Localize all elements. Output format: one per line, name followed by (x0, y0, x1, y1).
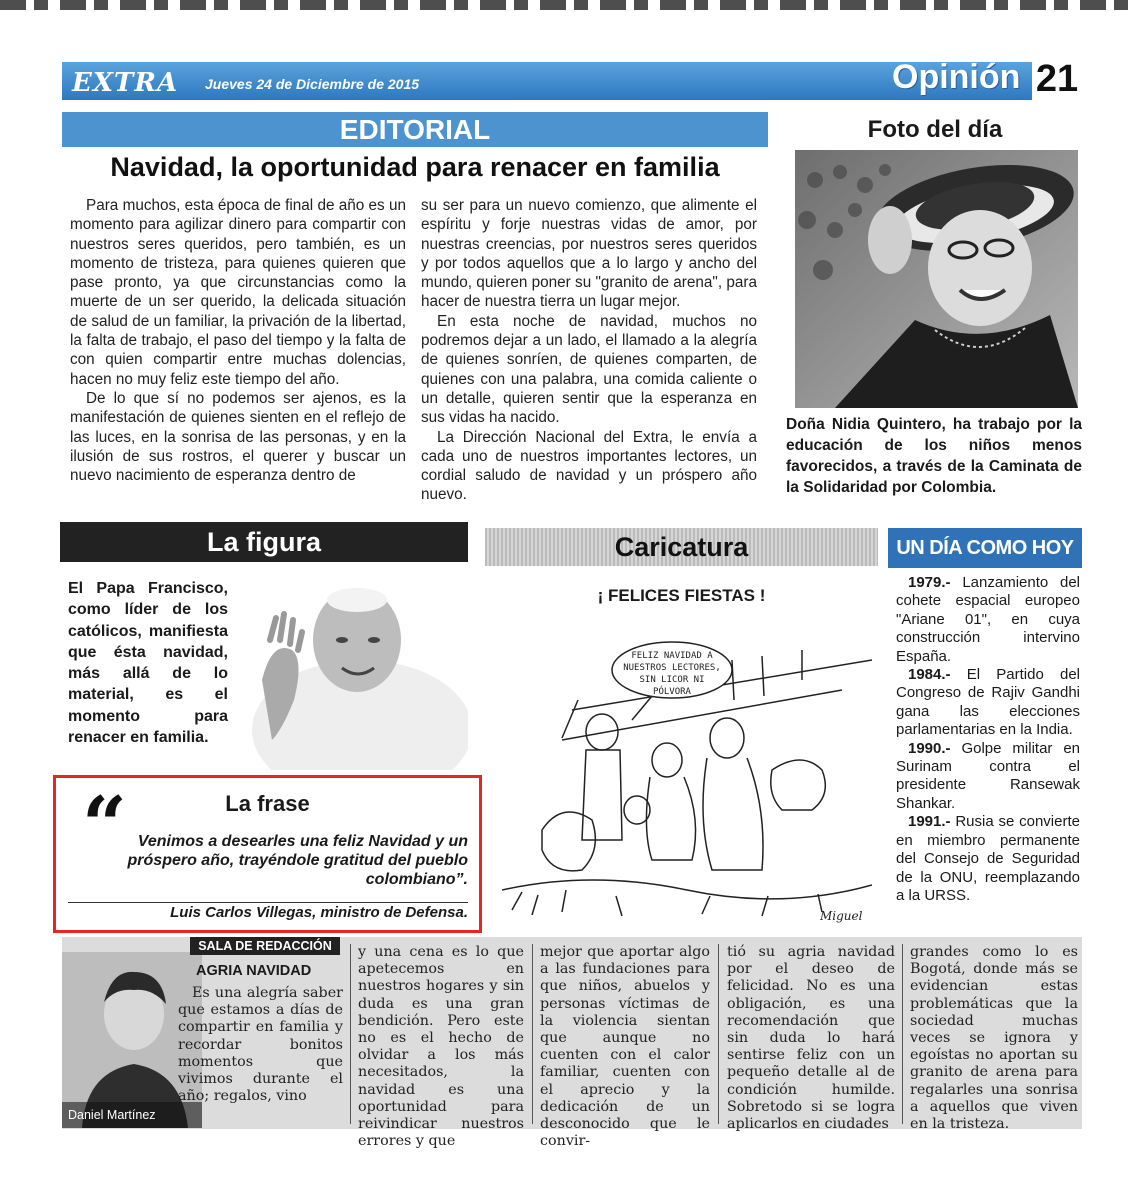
cartoon-signature: Miguel (820, 909, 863, 923)
editorial-column-1 (70, 196, 406, 485)
section-name: Opinión (892, 58, 1021, 96)
sala-de-redaccion-tag: SALA DE REDACCIÓN (190, 937, 340, 955)
pope-waving-image (232, 570, 468, 770)
foto-del-dia-label: Foto del día (867, 116, 1003, 143)
efemeride-item (896, 666, 1080, 740)
quote-mark-icon: “ (82, 780, 127, 871)
la-figura-text: El Papa Francisco, como líder de los católicos, manifiesta que ésta navidad, más allá de lo material, es el momento para renacer en familia. (68, 580, 228, 747)
la-frase-divider (68, 902, 468, 903)
column-text-5 (910, 944, 1078, 1133)
column-divider (532, 944, 533, 1124)
cartoon-bubble-line: SIN LICOR NI (639, 675, 705, 685)
column-paragraph: Es una alegría saber que estamos a días de compartir en familia y recordar bonitos momentos que vivimos durante el año; regalos, vino (178, 985, 343, 1105)
cartoon-bubble-line: NUESTROS LECTORES, (623, 663, 721, 673)
author-name: Daniel Martínez (68, 1108, 156, 1122)
caricatura-drawing (502, 620, 872, 930)
editorial-label: EDITORIAL (339, 114, 491, 145)
efemeride-year: 1991.- (908, 813, 951, 831)
column-paragraph: mejor que aportar algo a las fundaciones para que niños, abuelos y personas víctimas de la violencia sientan que aunque no cuenten con el calor familiar, cuenten con el aprecio y la dedicación de un desconocido que le convir- (540, 944, 710, 1150)
efemeride-text: Lanzamiento del cohete espacial europeo "Ariane 01", en cuya construcción intervino España. (896, 574, 1081, 665)
column-text-4 (727, 944, 895, 1133)
efemeride-year: 1990.- (908, 739, 951, 757)
la-frase-label: La frase (225, 791, 310, 816)
column-paragraph: tió su agria navidad por el deseo de felicidad. No es una obligación, es una recomendación que sin duda lo hará sentirse feliz con un pequeño detalle al de condición humilde. Sobretodo si se logra aplicarlos en ciudades (727, 944, 895, 1133)
efemeride-item (896, 740, 1080, 814)
cartoon-bubble-line: FELIZ NAVIDAD A (631, 651, 713, 661)
efemeride-year: 1984.- (908, 666, 951, 684)
column-divider (350, 944, 351, 1124)
efemeride-text: El Partido del Congreso de Rajiv Gandhi gana las elecciones parlamentarias en la India. (896, 666, 1081, 739)
la-frase-author: Luis Carlos Villegas, ministro de Defensa. (170, 904, 468, 921)
editorial-paragraph: Para muchos, esta época de final de año es un momento para agilizar dinero para compartir con nuestros seres queridos, pero también, es un momento de tristeza, para quienes quieren que pase pronto, ya que circunstancias como la muerte de un ser querido, la delicada situación de salud de un familiar, la privación de la libertad, la falta de trabajo, el paso del tiempo y la falta de con quien compartir entre muchas dolencias, hacen no muy feliz este tiempo del año. (70, 197, 406, 388)
woman-with-hat-image (795, 150, 1078, 408)
column-title: AGRIA NAVIDAD (196, 963, 312, 979)
column-text-2 (358, 944, 524, 1150)
editorial-column-2 (421, 196, 757, 505)
foto-del-dia-photo (795, 150, 1078, 408)
newspaper-logo: EXTRA (72, 68, 179, 98)
cartoon-bubble-line: PÓLVORA (653, 687, 691, 697)
editorial-paragraph: su ser para un nuevo comienzo, que alimente el espíritu y forje nuestras vidas de amor, por nuestras creencias, por nuestros seres queridos y por todos aquellos que a lo largo y ancho del mundo, quieren poner su "granito de arena", para hacer de nuestra tierra un lugar mejor. (421, 197, 757, 311)
caricatura-label: Caricatura (614, 532, 749, 562)
editorial-paragraph: De lo que sí no podemos ser ajenos, es la manifestación de quienes sienten en el reflejo de las luces, en la sonrisa de las personas, y en la ilusión de sus rostros, el querer y buscar un nuevo nacimiento de esperanza dentro de (70, 389, 406, 485)
efemeride-text: Rusia se convierte en miembro permanente del Consejo de Seguridad de la ONU, reemplazando a la URSS. (896, 813, 1080, 904)
la-figura-photo (232, 570, 468, 770)
editorial-headline: Navidad, la oportunidad para renacer en familia (110, 152, 720, 182)
editorial-paragraph: La Dirección Nacional del Extra, le envía a cada uno de nuestros importantes lectores, un cordial saludo de navidad y un próspero año nuevo. (421, 428, 757, 504)
la-frase-quote: Venimos a desearles una feliz Navidad y un próspero año, trayéndole gratitud del pueblo colombiano”. (127, 833, 468, 888)
efemeride-text: Golpe militar en Surinam contra el presidente Ransewak Shankar. (896, 739, 1081, 812)
caricatura-subtitle: ¡ FELICES FIESTAS ! (597, 586, 766, 605)
un-dia-como-hoy-list (896, 574, 1080, 905)
efemeride-year: 1979.- (908, 574, 951, 591)
column-text-3 (540, 944, 710, 1150)
efemeride-item (896, 813, 1080, 905)
la-figura-label: La figura (206, 527, 321, 557)
editorial-paragraph: En esta noche de navidad, muchos no podremos dejar a un lado, el llamado a la alegría de quienes sonríen, de quienes comparten, de quienes con una palabra, una comida caliente o un detalle, quieren sentir que la esperanza en sus vidas ha nacido. (421, 312, 757, 427)
un-dia-como-hoy-label: UN DÍA COMO HOY (896, 537, 1074, 559)
column-divider (902, 944, 903, 1124)
issue-date: Jueves 24 de Diciembre de 2015 (205, 76, 420, 92)
column-divider (718, 944, 719, 1124)
nativity-cartoon-image (502, 620, 872, 930)
print-edge-strip (0, 0, 1134, 10)
column-paragraph: y una cena es lo que apetecemos en nuestros hogares y sin duda es una gran bendición. Pero este no es el hecho de olvidar a los más necesitados, la navidad es una oportunidad para reivindicar nuestros errores y que (358, 944, 524, 1150)
page-number: 21 (1032, 58, 1082, 100)
column-paragraph: grandes como lo es Bogotá, donde más se evidencian estas problemáticas que la sociedad muchas veces se ignora y egoístas no aportan su granito de arena para regalarles una sonrisa a aquellos que viven en la tristeza. (910, 944, 1078, 1133)
column-text-1 (178, 985, 343, 1105)
efemeride-item (896, 574, 1080, 666)
foto-del-dia-caption: Doña Nidia Quintero, ha trabajo por la educación de los niños menos favorecidos, a través de la Caminata de la Solidaridad por Colombia. (786, 416, 1082, 496)
